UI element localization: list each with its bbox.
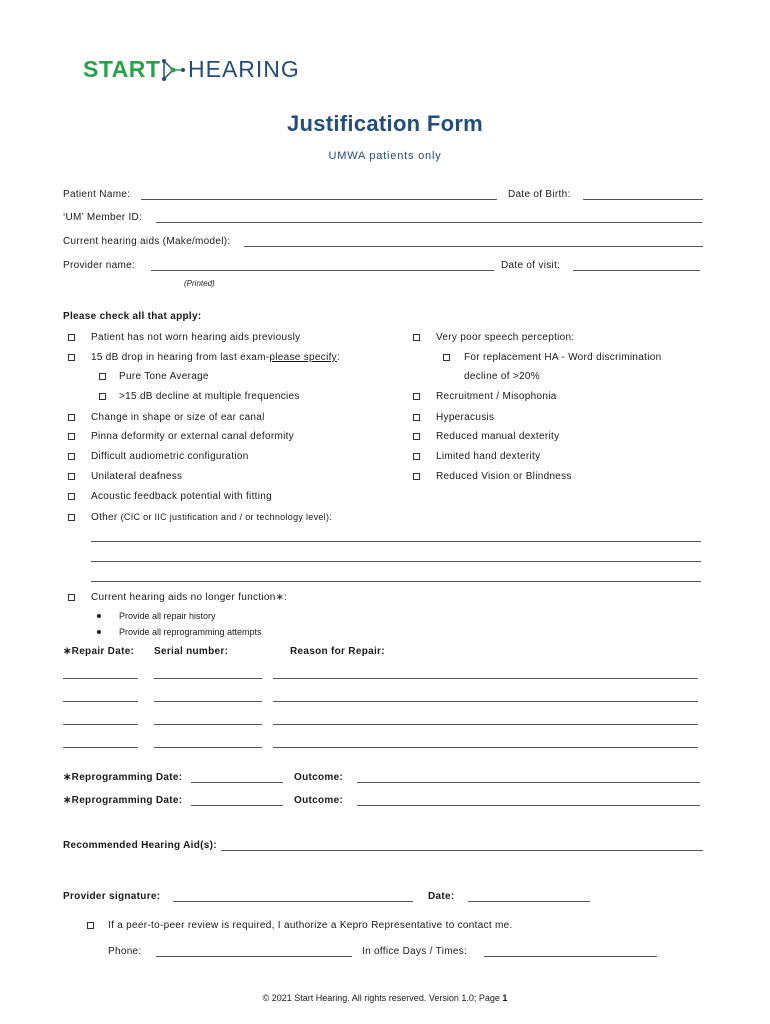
item-word-discrimination: For replacement HA - Word discrimination [464,352,662,363]
item-pure-tone: Pure Tone Average [119,371,209,382]
checkbox-vision[interactable] [413,473,420,480]
signature-date-field[interactable] [468,901,590,902]
repair-reason-4[interactable] [273,747,698,748]
provider-signature-label: Provider signature: [63,891,161,902]
bullet-icon [97,614,101,618]
checkbox-multi-freq[interactable] [99,393,106,400]
dob-field[interactable] [583,199,703,200]
outcome-field-2[interactable] [357,805,700,806]
provider-signature-field[interactable] [173,901,413,902]
member-id-field[interactable] [156,222,702,223]
other-line-1[interactable] [91,541,701,542]
checkbox-pinna[interactable] [68,433,75,440]
patient-name-label: Patient Name: [63,189,131,200]
please-specify-text: please specify [269,352,337,363]
checkbox-feedback[interactable] [68,493,75,500]
bullet-icon [97,630,101,634]
other-line-3[interactable] [91,581,701,582]
signature-date-label: Date: [428,891,455,902]
repair-date-4[interactable] [63,747,138,748]
dob-label: Date of Birth: [508,189,571,200]
page-number: 1 [502,993,508,1003]
date-of-visit-field[interactable] [573,270,700,271]
printed-note: (Printed) [184,279,215,288]
item-multi-freq: >15 dB decline at multiple frequencies [119,391,300,402]
other-line-2[interactable] [91,561,701,562]
repair-date-header: ∗Repair Date: [63,646,135,657]
item-15db-drop-text: 15 dB drop in hearing from last exam- [91,352,270,363]
item-other [91,512,332,523]
recommended-field[interactable] [221,850,703,851]
serial-number-2[interactable] [154,701,262,702]
item-other-note: (CIC or IIC justification and / or technology level) [120,512,330,522]
recommended-label: Recommended Hearing Aid(s): [63,840,217,851]
checkbox-unilateral[interactable] [68,473,75,480]
checkbox-manual-dexterity[interactable] [413,433,420,440]
provider-name-field[interactable] [151,270,494,271]
item-ear-canal: Change in shape or size of ear canal [91,412,265,423]
repair-date-2[interactable] [63,701,138,702]
checkbox-audiometric[interactable] [68,453,75,460]
checkbox-pure-tone[interactable] [99,373,106,380]
check-heading: Please check all that apply: [63,311,202,322]
item-speech: Very poor speech perception: [436,332,575,343]
item-unilateral: Unilateral deafness [91,471,183,482]
item-audiometric: Difficult audiometric configuration [91,451,249,462]
bullet-repair-history: Provide all repair history [119,611,216,621]
item-feedback: Acoustic feedback potential with fitting [91,491,272,502]
checkbox-word-discrimination[interactable] [443,354,450,361]
item-15db-drop [91,352,340,363]
item-recruitment: Recruitment / Misophonia [436,391,557,402]
current-aids-field[interactable] [244,246,703,247]
form-subtitle: UMWA patients only [328,150,442,162]
item-other-colon: : [329,512,333,523]
item-vision: Reduced Vision or Blindness [436,471,572,482]
item-hyperacusis: Hyperacusis [436,412,495,423]
outcome-field-1[interactable] [357,782,700,783]
outcome-label-2: Outcome: [294,795,344,806]
checkbox-not-worn[interactable] [68,334,75,341]
checkbox-speech[interactable] [413,334,420,341]
logo-hearing-text: HEARING [188,56,300,82]
member-id-label: ‘UM’ Member ID: [63,212,143,223]
item-no-function: Current hearing aids no longer function∗: [91,592,288,603]
reprogramming-date-label-1: ∗Reprogramming Date: [63,772,183,783]
checkbox-hyperacusis[interactable] [413,414,420,421]
checkbox-hand-dexterity[interactable] [413,453,420,460]
phone-field[interactable] [156,956,352,957]
serial-number-4[interactable] [154,747,262,748]
checkbox-other[interactable] [68,514,75,521]
patient-name-field[interactable] [141,199,497,200]
checkbox-peer-review[interactable] [87,922,94,929]
checkbox-ear-canal[interactable] [68,414,75,421]
page-footer [0,993,770,1003]
repair-reason-3[interactable] [273,724,698,725]
logo-network-icon [161,59,185,81]
serial-number-1[interactable] [154,678,262,679]
item-other-label: Other [91,512,121,523]
serial-number-header: Serial number: [154,646,229,657]
checkbox-no-function[interactable] [68,594,75,601]
checkbox-15db-drop[interactable] [68,354,75,361]
repair-reason-1[interactable] [273,678,698,679]
outcome-label-1: Outcome: [294,772,344,783]
date-of-visit-label: Date of visit: [501,260,561,271]
item-15db-colon: : [336,352,341,363]
footer-text: © 2021 Start Hearing. All rights reserved. Version 1.0; Page [262,993,503,1003]
current-aids-label: Current hearing aids (Make/model): [63,236,231,247]
item-pinna: Pinna deformity or external canal deformity [91,431,294,442]
repair-date-1[interactable] [63,678,138,679]
provider-name-label: Provider name: [63,260,136,271]
item-manual-dexterity: Reduced manual dexterity [436,431,560,442]
checkbox-recruitment[interactable] [413,393,420,400]
logo-start-text: START [83,56,161,82]
repair-reason-2[interactable] [273,701,698,702]
item-hand-dexterity: Limited hand dexterity [436,451,541,462]
reason-header: Reason for Repair: [290,646,385,657]
reprogramming-date-2[interactable] [191,805,283,806]
form-title: Justification Form [286,111,484,136]
repair-date-3[interactable] [63,724,138,725]
serial-number-3[interactable] [154,724,262,725]
reprogramming-date-1[interactable] [191,782,283,783]
office-times-field[interactable] [484,956,657,957]
reprogramming-date-label-2: ∗Reprogramming Date: [63,795,183,806]
item-not-worn: Patient has not worn hearing aids previously [91,332,301,343]
item-word-discrimination-2: decline of >20% [464,371,540,382]
peer-review-text: If a peer-to-peer review is required, I authorize a Kepro Representative to contact me. [108,920,513,931]
bullet-reprogramming: Provide all reprogramming attempts [119,627,262,637]
phone-label: Phone: [108,946,142,957]
office-times-label: In office Days / Times: [362,946,468,957]
